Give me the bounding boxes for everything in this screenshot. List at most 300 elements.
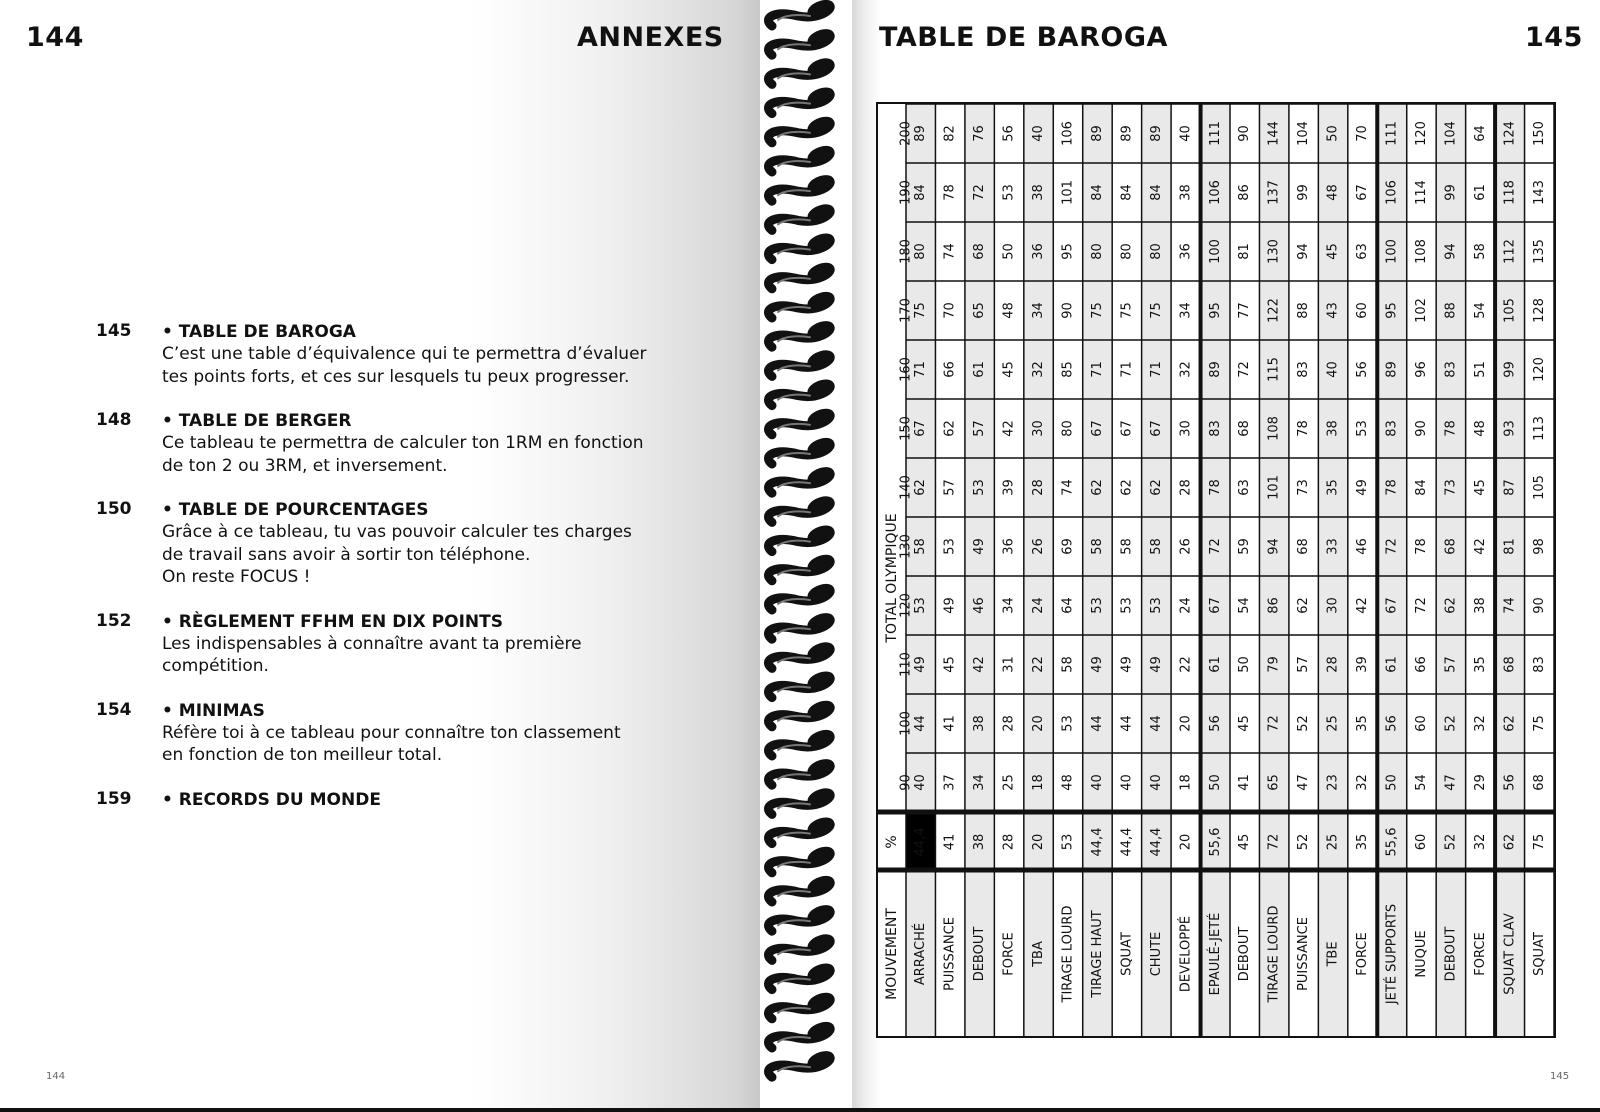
table-cell: 66 xyxy=(1413,656,1429,673)
table-cell: 50 xyxy=(1325,125,1341,142)
movement-label: DEBOUT xyxy=(1443,926,1459,982)
baroga-table-grid xyxy=(878,104,1554,1036)
table-cell: 83 xyxy=(1384,420,1400,437)
table-cell: 49 xyxy=(1355,479,1371,496)
table-cell: 30 xyxy=(1178,420,1194,437)
table-cell: 89 xyxy=(1119,125,1135,142)
table-cell: 49 xyxy=(1119,656,1135,673)
table-cell: 75 xyxy=(1089,302,1105,319)
table-cell: 46 xyxy=(1355,538,1371,555)
table-cell: 18 xyxy=(1178,774,1194,791)
table-cell: 53 xyxy=(1148,597,1164,614)
table-cell: 36 xyxy=(1001,538,1017,555)
percent-cell: 44,4 xyxy=(913,827,929,857)
table-cell: 61 xyxy=(1207,656,1223,673)
table-cell: 50 xyxy=(1207,774,1223,791)
table-cell: 80 xyxy=(1148,243,1164,260)
table-cell: 58 xyxy=(1119,538,1135,555)
table-cell: 88 xyxy=(1296,302,1312,319)
table-of-contents xyxy=(96,321,696,833)
movement-label: JETÉ SUPPORTS xyxy=(1384,903,1400,1005)
table-cell: 75 xyxy=(1148,302,1164,319)
total-value: 160 xyxy=(898,357,914,382)
table-cell: 42 xyxy=(1355,597,1371,614)
table-cell: 120 xyxy=(1413,121,1429,146)
percent-cell: 55,6 xyxy=(1207,827,1223,857)
table-cell: 82 xyxy=(942,125,958,142)
table-cell: 47 xyxy=(1443,774,1459,791)
table-cell: 57 xyxy=(972,420,988,437)
table-cell: 68 xyxy=(1237,420,1253,437)
table-cell: 33 xyxy=(1325,538,1341,555)
table-cell: 49 xyxy=(913,656,929,673)
movement-header: MOUVEMENT xyxy=(884,908,900,1000)
movement-label: SQUAT CLAV xyxy=(1502,913,1518,995)
table-cell: 65 xyxy=(972,302,988,319)
table-cell: 54 xyxy=(1413,774,1429,791)
table-cell: 72 xyxy=(972,184,988,201)
percent-cell: 38 xyxy=(972,833,988,851)
table-cell: 144 xyxy=(1266,121,1282,146)
table-cell: 53 xyxy=(913,597,929,614)
table-cell: 70 xyxy=(1355,125,1371,142)
table-cell: 32 xyxy=(1355,774,1371,791)
table-cell: 90 xyxy=(1413,420,1429,437)
table-cell: 26 xyxy=(1031,538,1047,555)
table-cell: 83 xyxy=(1207,420,1223,437)
table-cell: 36 xyxy=(1031,243,1047,260)
table-cell: 89 xyxy=(1148,125,1164,142)
table-cell: 38 xyxy=(1178,184,1194,201)
table-cell: 39 xyxy=(1355,656,1371,673)
table-cell: 34 xyxy=(972,774,988,791)
toc-entry xyxy=(96,321,696,388)
table-cell: 22 xyxy=(1178,656,1194,673)
toc-entry xyxy=(96,611,696,678)
table-cell: 34 xyxy=(1001,597,1017,614)
table-cell: 23 xyxy=(1325,774,1341,791)
table-cell: 130 xyxy=(1266,239,1282,264)
toc-description-line: On reste FOCUS ! xyxy=(162,567,311,587)
table-cell: 106 xyxy=(1384,180,1400,205)
table-cell: 53 xyxy=(1119,597,1135,614)
table-cell: 75 xyxy=(1119,302,1135,319)
table-cell: 47 xyxy=(1296,774,1312,791)
movement-label: PUISSANCE xyxy=(942,917,958,991)
table-cell: 94 xyxy=(1443,243,1459,260)
table-cell: 30 xyxy=(1325,597,1341,614)
table-cell: 40 xyxy=(1148,774,1164,791)
table-cell: 64 xyxy=(1472,125,1488,142)
table-cell: 90 xyxy=(1060,302,1076,319)
movement-label: DEVELOPPÉ xyxy=(1178,915,1194,993)
table-cell: 43 xyxy=(1325,302,1341,319)
table-cell: 29 xyxy=(1472,774,1488,791)
table-cell: 69 xyxy=(1060,538,1076,555)
total-value: 200 xyxy=(898,121,914,146)
table-cell: 71 xyxy=(1148,361,1164,378)
table-cell: 38 xyxy=(1325,420,1341,437)
table-cell: 101 xyxy=(1266,475,1282,500)
toc-entry xyxy=(96,700,696,767)
percent-cell: 25 xyxy=(1325,833,1341,851)
table-cell: 135 xyxy=(1531,239,1547,264)
table-cell: 71 xyxy=(1119,361,1135,378)
table-cell: 40 xyxy=(1031,125,1047,142)
table-cell: 68 xyxy=(1531,774,1547,791)
percent-header: % xyxy=(884,835,900,849)
table-cell: 80 xyxy=(913,243,929,260)
table-cell: 128 xyxy=(1531,298,1547,323)
table-cell: 84 xyxy=(1119,184,1135,201)
table-cell: 72 xyxy=(1266,715,1282,732)
table-cell: 40 xyxy=(913,774,929,791)
percent-cell: 52 xyxy=(1296,833,1312,851)
table-cell: 67 xyxy=(913,420,929,437)
table-cell: 28 xyxy=(1001,715,1017,732)
table-cell: 89 xyxy=(1384,361,1400,378)
toc-page-number: 159 xyxy=(96,788,132,809)
table-cell: 57 xyxy=(1296,656,1312,673)
toc-description-line: Grâce à ce tableau, tu vas pouvoir calculer tes charges xyxy=(162,522,632,542)
table-cell: 38 xyxy=(1472,597,1488,614)
table-cell: 62 xyxy=(942,420,958,437)
table-cell: 44 xyxy=(1148,715,1164,732)
toc-title: • RÈGLEMENT FFHM EN DIX POINTS xyxy=(162,611,503,632)
toc-page-number: 154 xyxy=(96,699,132,720)
table-cell: 76 xyxy=(972,125,988,142)
table-cell: 56 xyxy=(1355,361,1371,378)
table-cell: 83 xyxy=(1531,656,1547,673)
table-cell: 101 xyxy=(1060,180,1076,205)
table-cell: 59 xyxy=(1237,538,1253,555)
table-cell: 53 xyxy=(1060,715,1076,732)
table-cell: 53 xyxy=(972,479,988,496)
table-cell: 40 xyxy=(1178,125,1194,142)
table-cell: 58 xyxy=(1148,538,1164,555)
table-cell: 115 xyxy=(1266,357,1282,382)
table-cell: 44 xyxy=(1119,715,1135,732)
table-cell: 48 xyxy=(1060,774,1076,791)
table-cell: 31 xyxy=(1001,656,1017,673)
table-cell: 26 xyxy=(1178,538,1194,555)
table-cell: 84 xyxy=(1413,479,1429,496)
toc-page-number: 145 xyxy=(96,321,132,341)
right-page-heading: TABLE DE BAROGA xyxy=(879,22,1168,53)
table-cell: 54 xyxy=(1472,302,1488,319)
table-cell: 61 xyxy=(1472,184,1488,201)
table-cell: 80 xyxy=(1060,420,1076,437)
total-value: 110 xyxy=(898,652,914,677)
table-cell: 74 xyxy=(1060,479,1076,496)
percent-cell: 44,4 xyxy=(1148,827,1164,857)
table-cell: 53 xyxy=(1355,420,1371,437)
toc-entry xyxy=(96,499,696,589)
table-cell: 85 xyxy=(1060,361,1076,378)
table-cell: 99 xyxy=(1443,184,1459,201)
table-cell: 45 xyxy=(1325,243,1341,260)
table-cell: 80 xyxy=(1089,243,1105,260)
total-value: 140 xyxy=(898,475,914,500)
toc-entry xyxy=(96,789,696,811)
right-page-number: 145 xyxy=(1525,22,1583,53)
table-cell: 48 xyxy=(1001,302,1017,319)
table-cell: 93 xyxy=(1502,420,1518,437)
toc-title: • TABLE DE BAROGA xyxy=(162,322,356,342)
table-cell: 89 xyxy=(913,125,929,142)
table-cell: 53 xyxy=(1001,184,1017,201)
percent-cell: 44,4 xyxy=(1119,827,1135,857)
toc-description-line: en fonction de ton meilleur total. xyxy=(162,745,443,765)
table-cell: 114 xyxy=(1413,180,1429,205)
table-cell: 32 xyxy=(1178,361,1194,378)
table-cell: 22 xyxy=(1031,656,1047,673)
table-cell: 35 xyxy=(1355,715,1371,732)
movement-label: TIRAGE LOURD xyxy=(1060,905,1076,1003)
toc-description-line: Réfère toi à ce tableau pour connaître ton classement xyxy=(162,722,621,743)
table-cell: 68 xyxy=(1443,538,1459,555)
table-cell: 98 xyxy=(1531,538,1547,555)
table-cell: 35 xyxy=(1472,656,1488,673)
table-cell: 42 xyxy=(1472,538,1488,555)
left-page xyxy=(0,0,760,1112)
table-cell: 53 xyxy=(1089,597,1105,614)
table-cell: 38 xyxy=(972,715,988,732)
movement-label: TIRAGE HAUT xyxy=(1089,910,1105,998)
left-page-number: 144 xyxy=(26,22,84,53)
page-bottom-rule xyxy=(0,1108,1600,1112)
table-cell: 57 xyxy=(1443,656,1459,673)
movement-label: ARRACHÉ xyxy=(913,922,929,986)
table-cell: 67 xyxy=(1089,420,1105,437)
percent-cell: 62 xyxy=(1502,833,1518,851)
table-cell: 44 xyxy=(913,715,929,732)
table-cell: 118 xyxy=(1502,180,1518,205)
table-cell: 113 xyxy=(1531,416,1547,441)
total-value: 100 xyxy=(898,711,914,736)
movement-label: FORCE xyxy=(1355,932,1371,976)
left-page-footer-number: 144 xyxy=(46,1071,66,1082)
table-cell: 65 xyxy=(1266,774,1282,791)
table-cell: 60 xyxy=(1413,715,1429,732)
table-cell: 24 xyxy=(1031,597,1047,614)
movement-label: TBA xyxy=(1031,941,1047,967)
table-cell: 100 xyxy=(1207,239,1223,264)
left-page-heading: ANNEXES xyxy=(577,22,724,53)
table-cell: 30 xyxy=(1031,420,1047,437)
right-page-footer-number: 145 xyxy=(1550,1071,1570,1082)
table-cell: 62 xyxy=(1443,597,1459,614)
table-cell: 79 xyxy=(1266,656,1282,673)
toc-description-line: tes points forts, et ces sur lesquels tu peux progresser. xyxy=(162,366,630,387)
table-cell: 64 xyxy=(1060,597,1076,614)
table-cell: 52 xyxy=(1443,715,1459,732)
percent-cell: 75 xyxy=(1531,833,1547,851)
spiral-binding xyxy=(758,0,858,1112)
table-cell: 58 xyxy=(1472,243,1488,260)
percent-cell: 20 xyxy=(1178,833,1194,851)
table-cell: 73 xyxy=(1443,479,1459,496)
table-cell: 78 xyxy=(1296,420,1312,437)
table-cell: 120 xyxy=(1531,357,1547,382)
toc-description-line: C’est une table d’équivalence qui te permettra d’évaluer xyxy=(162,344,647,364)
table-cell: 75 xyxy=(913,302,929,319)
table-cell: 102 xyxy=(1413,298,1429,323)
table-cell: 63 xyxy=(1237,479,1253,496)
baroga-table xyxy=(876,102,1556,1038)
table-cell: 81 xyxy=(1502,538,1518,555)
table-cell: 32 xyxy=(1031,361,1047,378)
total-value: 190 xyxy=(898,180,914,205)
table-cell: 67 xyxy=(1207,597,1223,614)
table-cell: 58 xyxy=(1089,538,1105,555)
table-cell: 45 xyxy=(942,656,958,673)
table-cell: 137 xyxy=(1266,180,1282,205)
table-cell: 105 xyxy=(1502,298,1518,323)
movement-label: DEBOUT xyxy=(972,926,988,982)
table-cell: 108 xyxy=(1266,416,1282,441)
total-value: 90 xyxy=(898,774,914,791)
table-cell: 62 xyxy=(1296,597,1312,614)
toc-title: • MINIMAS xyxy=(162,700,265,721)
percent-cell: 72 xyxy=(1266,833,1282,851)
table-cell: 89 xyxy=(1089,125,1105,142)
table-cell: 96 xyxy=(1413,361,1429,378)
movement-label: DEBOUT xyxy=(1237,926,1253,982)
table-cell: 78 xyxy=(1443,420,1459,437)
table-cell: 72 xyxy=(1207,538,1223,555)
toc-page-number: 148 xyxy=(96,410,132,430)
table-cell: 90 xyxy=(1237,125,1253,142)
table-cell: 94 xyxy=(1266,538,1282,555)
table-cell: 108 xyxy=(1413,239,1429,264)
table-cell: 87 xyxy=(1502,479,1518,496)
table-cell: 18 xyxy=(1031,774,1047,791)
table-cell: 71 xyxy=(913,361,929,378)
table-cell: 28 xyxy=(1325,656,1341,673)
toc-description-line: de travail sans avoir à sortir ton téléphone. xyxy=(162,544,531,565)
percent-cell: 35 xyxy=(1355,833,1371,851)
table-cell: 60 xyxy=(1355,302,1371,319)
movement-label: TBE xyxy=(1325,941,1341,967)
table-cell: 56 xyxy=(1001,125,1017,142)
table-cell: 56 xyxy=(1502,774,1518,791)
table-cell: 53 xyxy=(942,538,958,555)
table-cell: 40 xyxy=(1119,774,1135,791)
toc-entry xyxy=(96,410,696,477)
table-cell: 28 xyxy=(1031,479,1047,496)
table-cell: 106 xyxy=(1207,180,1223,205)
table-cell: 74 xyxy=(942,243,958,260)
table-cell: 46 xyxy=(972,597,988,614)
table-cell: 34 xyxy=(1178,302,1194,319)
toc-description-line: Les indispensables à connaître avant ta première xyxy=(162,633,582,654)
table-cell: 74 xyxy=(1502,597,1518,614)
movement-label: FORCE xyxy=(1001,932,1017,976)
table-cell: 111 xyxy=(1207,121,1223,146)
table-cell: 49 xyxy=(972,538,988,555)
total-value: 180 xyxy=(898,239,914,264)
table-cell: 84 xyxy=(1148,184,1164,201)
table-cell: 62 xyxy=(1148,479,1164,496)
table-cell: 112 xyxy=(1502,239,1518,264)
table-cell: 41 xyxy=(942,715,958,732)
table-cell: 25 xyxy=(1001,774,1017,791)
percent-cell: 28 xyxy=(1001,833,1017,851)
table-cell: 49 xyxy=(1148,656,1164,673)
table-cell: 78 xyxy=(1207,479,1223,496)
total-value: 150 xyxy=(898,416,914,441)
table-cell: 88 xyxy=(1443,302,1459,319)
percent-cell: 52 xyxy=(1443,833,1459,851)
table-cell: 104 xyxy=(1296,121,1312,146)
table-cell: 81 xyxy=(1237,243,1253,260)
total-value: 170 xyxy=(898,298,914,323)
table-cell: 67 xyxy=(1119,420,1135,437)
table-cell: 67 xyxy=(1148,420,1164,437)
table-cell: 49 xyxy=(1089,656,1105,673)
table-cell: 50 xyxy=(1001,243,1017,260)
table-cell: 36 xyxy=(1178,243,1194,260)
table-cell: 54 xyxy=(1237,597,1253,614)
table-cell: 75 xyxy=(1531,715,1547,732)
table-cell: 49 xyxy=(942,597,958,614)
table-cell: 100 xyxy=(1384,239,1400,264)
table-cell: 58 xyxy=(913,538,929,555)
table-cell: 48 xyxy=(1325,184,1341,201)
table-cell: 150 xyxy=(1531,121,1547,146)
toc-description-line: de ton 2 ou 3RM, et inversement. xyxy=(162,455,448,476)
table-cell: 86 xyxy=(1237,184,1253,201)
table-cell: 34 xyxy=(1031,302,1047,319)
table-cell: 78 xyxy=(942,184,958,201)
table-cell: 99 xyxy=(1502,361,1518,378)
table-cell: 58 xyxy=(1060,656,1076,673)
table-cell: 42 xyxy=(972,656,988,673)
table-cell: 45 xyxy=(1001,361,1017,378)
table-cell: 106 xyxy=(1060,121,1076,146)
table-cell: 20 xyxy=(1031,715,1047,732)
toc-page-number: 150 xyxy=(96,499,132,519)
movement-label: TIRAGE LOURD xyxy=(1266,905,1282,1003)
movement-label: PUISSANCE xyxy=(1296,917,1312,991)
table-cell: 32 xyxy=(1472,715,1488,732)
table-cell: 95 xyxy=(1384,302,1400,319)
table-cell: 84 xyxy=(1089,184,1105,201)
table-cell: 68 xyxy=(972,243,988,260)
movement-label: NUQUE xyxy=(1413,930,1429,978)
total-olympique-header: TOTAL OLYMPIQUE xyxy=(884,513,900,643)
table-cell: 25 xyxy=(1325,715,1341,732)
table-cell: 39 xyxy=(1001,479,1017,496)
table-cell: 48 xyxy=(1472,420,1488,437)
movement-label: EPAULÉ-JETÉ xyxy=(1207,912,1223,996)
table-cell: 122 xyxy=(1266,298,1282,323)
table-cell: 72 xyxy=(1237,361,1253,378)
table-cell: 73 xyxy=(1296,479,1312,496)
percent-cell: 32 xyxy=(1472,833,1488,851)
table-cell: 20 xyxy=(1178,715,1194,732)
percent-cell: 53 xyxy=(1060,833,1076,851)
table-cell: 50 xyxy=(1384,774,1400,791)
table-cell: 51 xyxy=(1472,361,1488,378)
table-cell: 62 xyxy=(913,479,929,496)
table-cell: 45 xyxy=(1237,715,1253,732)
table-cell: 61 xyxy=(1384,656,1400,673)
table-cell: 42 xyxy=(1001,420,1017,437)
table-cell: 72 xyxy=(1384,538,1400,555)
table-cell: 37 xyxy=(942,774,958,791)
